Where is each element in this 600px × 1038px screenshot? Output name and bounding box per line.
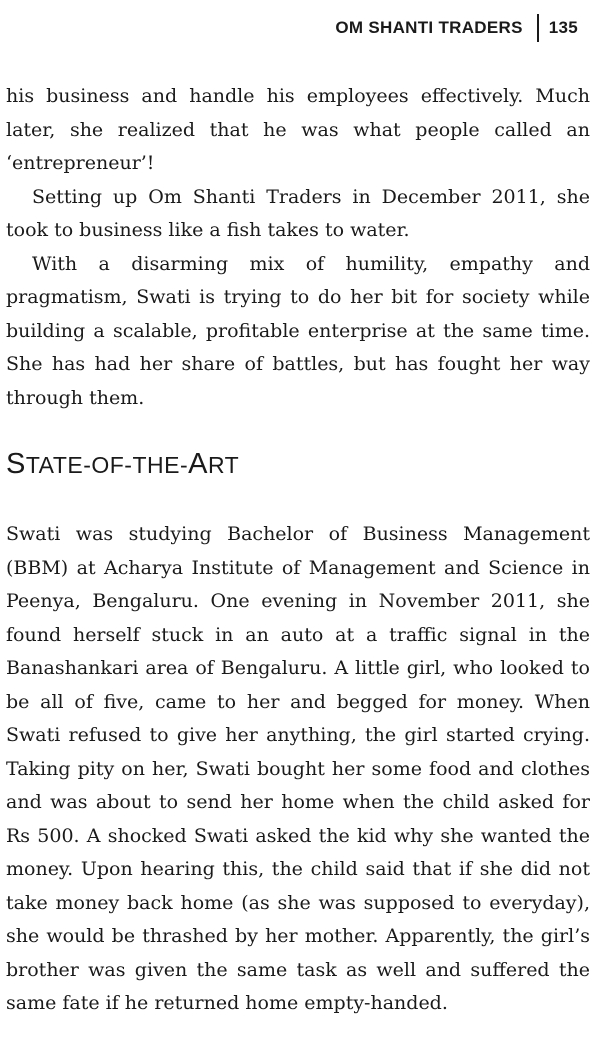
paragraph-disarming-mix: With a disarming mix of humility, empathy and pragmatism, Swati is trying to do her bit for society while building a scalable, profitable enterprise at the same time. She has had her share of battles, but has fought her way through them. [6, 252, 590, 409]
page-number: 135 [548, 18, 578, 37]
paragraph-swati-studying: Swati was studying Bachelor of Business Management (BBM) at Acharya Institute of Management and Science in Peenya, Bengaluru. One evening in November 2011, she found herself stuck in an auto at a traffic signal in the Banashankari area of Bengaluru. A little girl, who looked to be all of five, came to her and begged for money. When Swati refused to give her anything, the girl started crying. Taking pity on her, Swati bought her some food and clothes and was about to send her home when the child asked for Rs 500. A shocked Swati asked the kid why she wanted the money. Upon hearing this, the child said that if she did not take money back home (as she was supposed to everyday), she would be thrashed by her mother. Apparently, the girl’s brother was given the same task as well and suffered the same fate if he returned home empty-handed. [6, 523, 590, 1014]
header-divider [537, 14, 539, 42]
heading-small-caps-1: TATE-OF-THE- [25, 452, 189, 478]
page-content [6, 80, 590, 1021]
paragraph-setting-up: Setting up Om Shanti Traders in December 2011, she took to business like a fish takes to water. [6, 185, 590, 241]
running-header [335, 14, 578, 42]
heading-small-caps-2: RT [207, 452, 240, 478]
heading-cap-a: A [188, 448, 208, 480]
running-title: OM SHANTI TRADERS [335, 18, 523, 37]
section-heading [6, 447, 590, 482]
paragraph-continuation: his business and handle his employees effectively. Much later, she realized that he was what people called an ‘entrepreneur’! [6, 85, 590, 174]
heading-cap-s: S [6, 448, 26, 480]
